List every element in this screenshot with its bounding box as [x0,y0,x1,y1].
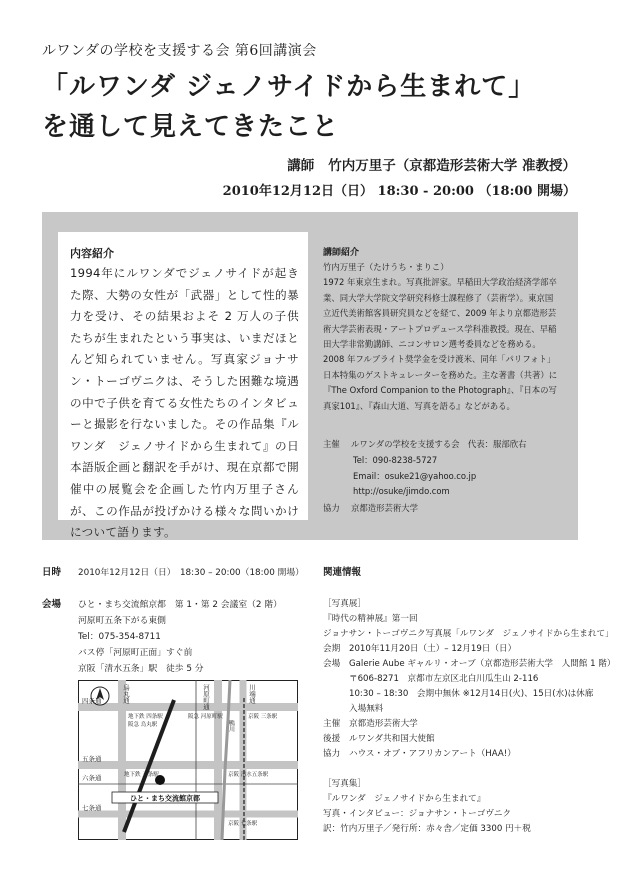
exhibit-fee: 入場無料 [349,704,384,714]
venue-label: 会場 [42,599,62,610]
map-station-keihan-sanjo: 京阪 三条駅 [248,714,278,720]
map-kawaramachi: 河原町通 [202,684,210,710]
exhibit-period-label: 会期 [323,644,341,654]
related-heading: 関連情報 [323,567,362,578]
organizer-host-label: 主催 [323,439,340,449]
map-kamo: 鴨川 [227,720,235,732]
exhibit-host-value: 京都造形芸術大学 [349,719,418,729]
venue-map [78,680,298,840]
book-tag: ［写真集］ [323,779,366,789]
bio-body: 1972 年東京生まれ。写真批評家。早稲田大学政治経済学部卒業、同大学大学院文学研究科修士課程修了（芸術学）。東京国立近代美術館客員研究員などを経て、2009 年より京都造形芸術大学芸術表現・アートプロデュース学科准教授。現在、早稲田大学非常勤講師、ニコンサロン選考委員などを務める。2008 年フルブライト奨学金を受け渡米、同年「パリフォト」日本特集のゲストキュレーターを務めた。主な著書（共著）に『The Oxford Companion to the Photograph』、『日本の写真家101』、『森山大道、写真を語る』などがある。 [323,277,558,411]
exhibit-tag: ［写真展］ [323,599,366,609]
venue-line-3: Tel：075-354-8711 [78,632,161,642]
exhibit-period [323,642,516,654]
event-datetime: 2010年12月12日（日） 18:30 - 20:00 （18:00 開場） [222,184,576,199]
venue-line-2: 河原町五条下がる東側 [78,616,166,626]
exhibit-title: ジョナサン・トーゴヴニク写真展「ルワンダ ジェノサイドから生まれて」 [323,629,614,639]
organizer-coop-label: 協力 [323,503,340,513]
intro-text: 1994年にルワンダでジェノサイドが起きた際、大勢の女性が「武器」として性的暴力を受け、その結果およそ 2 万人の子供たちが生まれたという事実は、いまだほとんど知られていません。写真家ジョナサン・トーゴヴニクは、そうした困難な境遇の中で子供を育てる女性たちのインタビューと撮影を行ないました。その作品集『ルワンダ ジェノサイドから生まれて』の日本語版企画と翻訳を手がけ、現在京都で開催中の展覧会を企画した竹内万里子さんが、この作品が投げかける様々な問いかけについて語ります。 [70,266,299,540]
exhibit-address: 〒606-8271 京都市左京区北白川瓜生山 2-116 [349,674,539,684]
event-subtitle: ルワンダの学校を支援する会 第6回講演会 [42,43,317,59]
organizer-url-value[interactable]: http://osuke/jimdo.com [353,486,450,496]
map-kawabata: 川端通 [248,684,256,704]
book-translation: 訳：竹内万里子／発行所：赤々舎／定価 3300 円＋税 [323,824,531,834]
date-label: 日時 [42,567,62,578]
map-shichijo: 七条通 [82,804,102,812]
title-line-2: を通して見えてきたこと [42,112,340,142]
exhibit-host [323,717,418,729]
map-gojo: 五条通 [82,755,102,763]
map-station-karasuma-hankyu: 阪急 烏丸駅 [128,722,158,728]
exhibit-venue-value: Galerie Aube ギャルリ・オーブ（京都造形芸術大学 人間館 1 階） [349,659,616,669]
venue-line-5: 京阪「清水五条」駅 徒歩 5 分 [78,664,204,674]
organizer-email-value[interactable]: Email：osuke21@yahoo.co.jp [353,471,477,481]
date-value: 2010年12月12日（日） 18:30 – 20:00（18:00 開場） [78,568,304,578]
bio-heading: 講師紹介 [323,248,360,258]
organizer-url[interactable] [323,486,450,496]
venue-line-4: バス停「河原町正面」すぐ前 [78,648,193,658]
exhibit-support [323,732,435,744]
exhibit-series: 『時代の精神展』第一回 [323,614,418,624]
organizer-host-value: ルワンダの学校を支援する会 代表：服部欣右 [351,439,527,449]
intro-heading: 内容紹介 [70,247,114,260]
book-title: 『ルワンダ ジェノサイドから生まれて』 [323,794,486,804]
organizer-email[interactable] [323,470,476,482]
map-karasuma: 烏丸通 [122,684,130,704]
map-station-gojo-sub: 地下鉄 五条駅 [124,772,159,778]
organizer-coop [323,502,418,514]
map-station-keihan-shichijo: 京阪 七条駅 [228,821,258,827]
map-rokujo: 六条通 [82,774,102,782]
exhibit-coop-value: ハウス・オブ・アフリカンアート（HAA!） [349,749,516,759]
organizer-coop-value: 京都造形芸術大学 [351,503,418,513]
map-station-karasuma-sub: 地下鉄 四条駅 [128,714,163,720]
organizer-tel-value: Tel：090-8238-5727 [353,455,438,465]
exhibit-period-value: 2010年11月20日（土）– 12月19日（日） [349,644,517,654]
map-shijo: 四条通 [82,697,102,705]
exhibit-coop-label: 協力 [323,749,341,759]
organizer-tel [323,454,437,466]
exhibit-venue [323,657,616,669]
bio-name: 竹内万里子（たけうち・まりこ） [323,262,449,272]
map-venue-label: ひと・まち交流館京都 [130,794,200,803]
bio-text [323,260,559,414]
exhibit-support-value: ルワンダ共和国大使館 [349,734,435,744]
exhibit-hours: 10:30 – 18:30 会期中無休 ※12月14日(火)、15日(水)は休廊 [349,689,594,699]
lecturer-line [287,154,576,174]
lecturer-name: 竹内万里子（京都造形芸術大学 准教授） [328,158,576,174]
organizer-host [323,438,527,450]
exhibit-host-label: 主催 [323,719,341,729]
venue-line-1: ひと・まち交流館京都 第 1・第 2 会議室（2 階） [78,600,282,610]
exhibit-venue-label: 会場 [323,659,341,669]
exhibit-coop [323,747,516,759]
title-line-1: 「ルワンダ ジェノサイドから生まれて」 [42,72,536,102]
lecturer-label: 講師 [287,158,315,174]
book-credits: 写真・インタビュー：ジョナサン・トーゴヴニク [323,809,512,819]
map-station-hankyu-kawaramachi: 阪急 河原町駅 [188,714,223,720]
exhibit-support-label: 後援 [323,734,341,744]
map-station-keihan-kiyomizu: 京阪 清水五条駅 [228,772,269,778]
